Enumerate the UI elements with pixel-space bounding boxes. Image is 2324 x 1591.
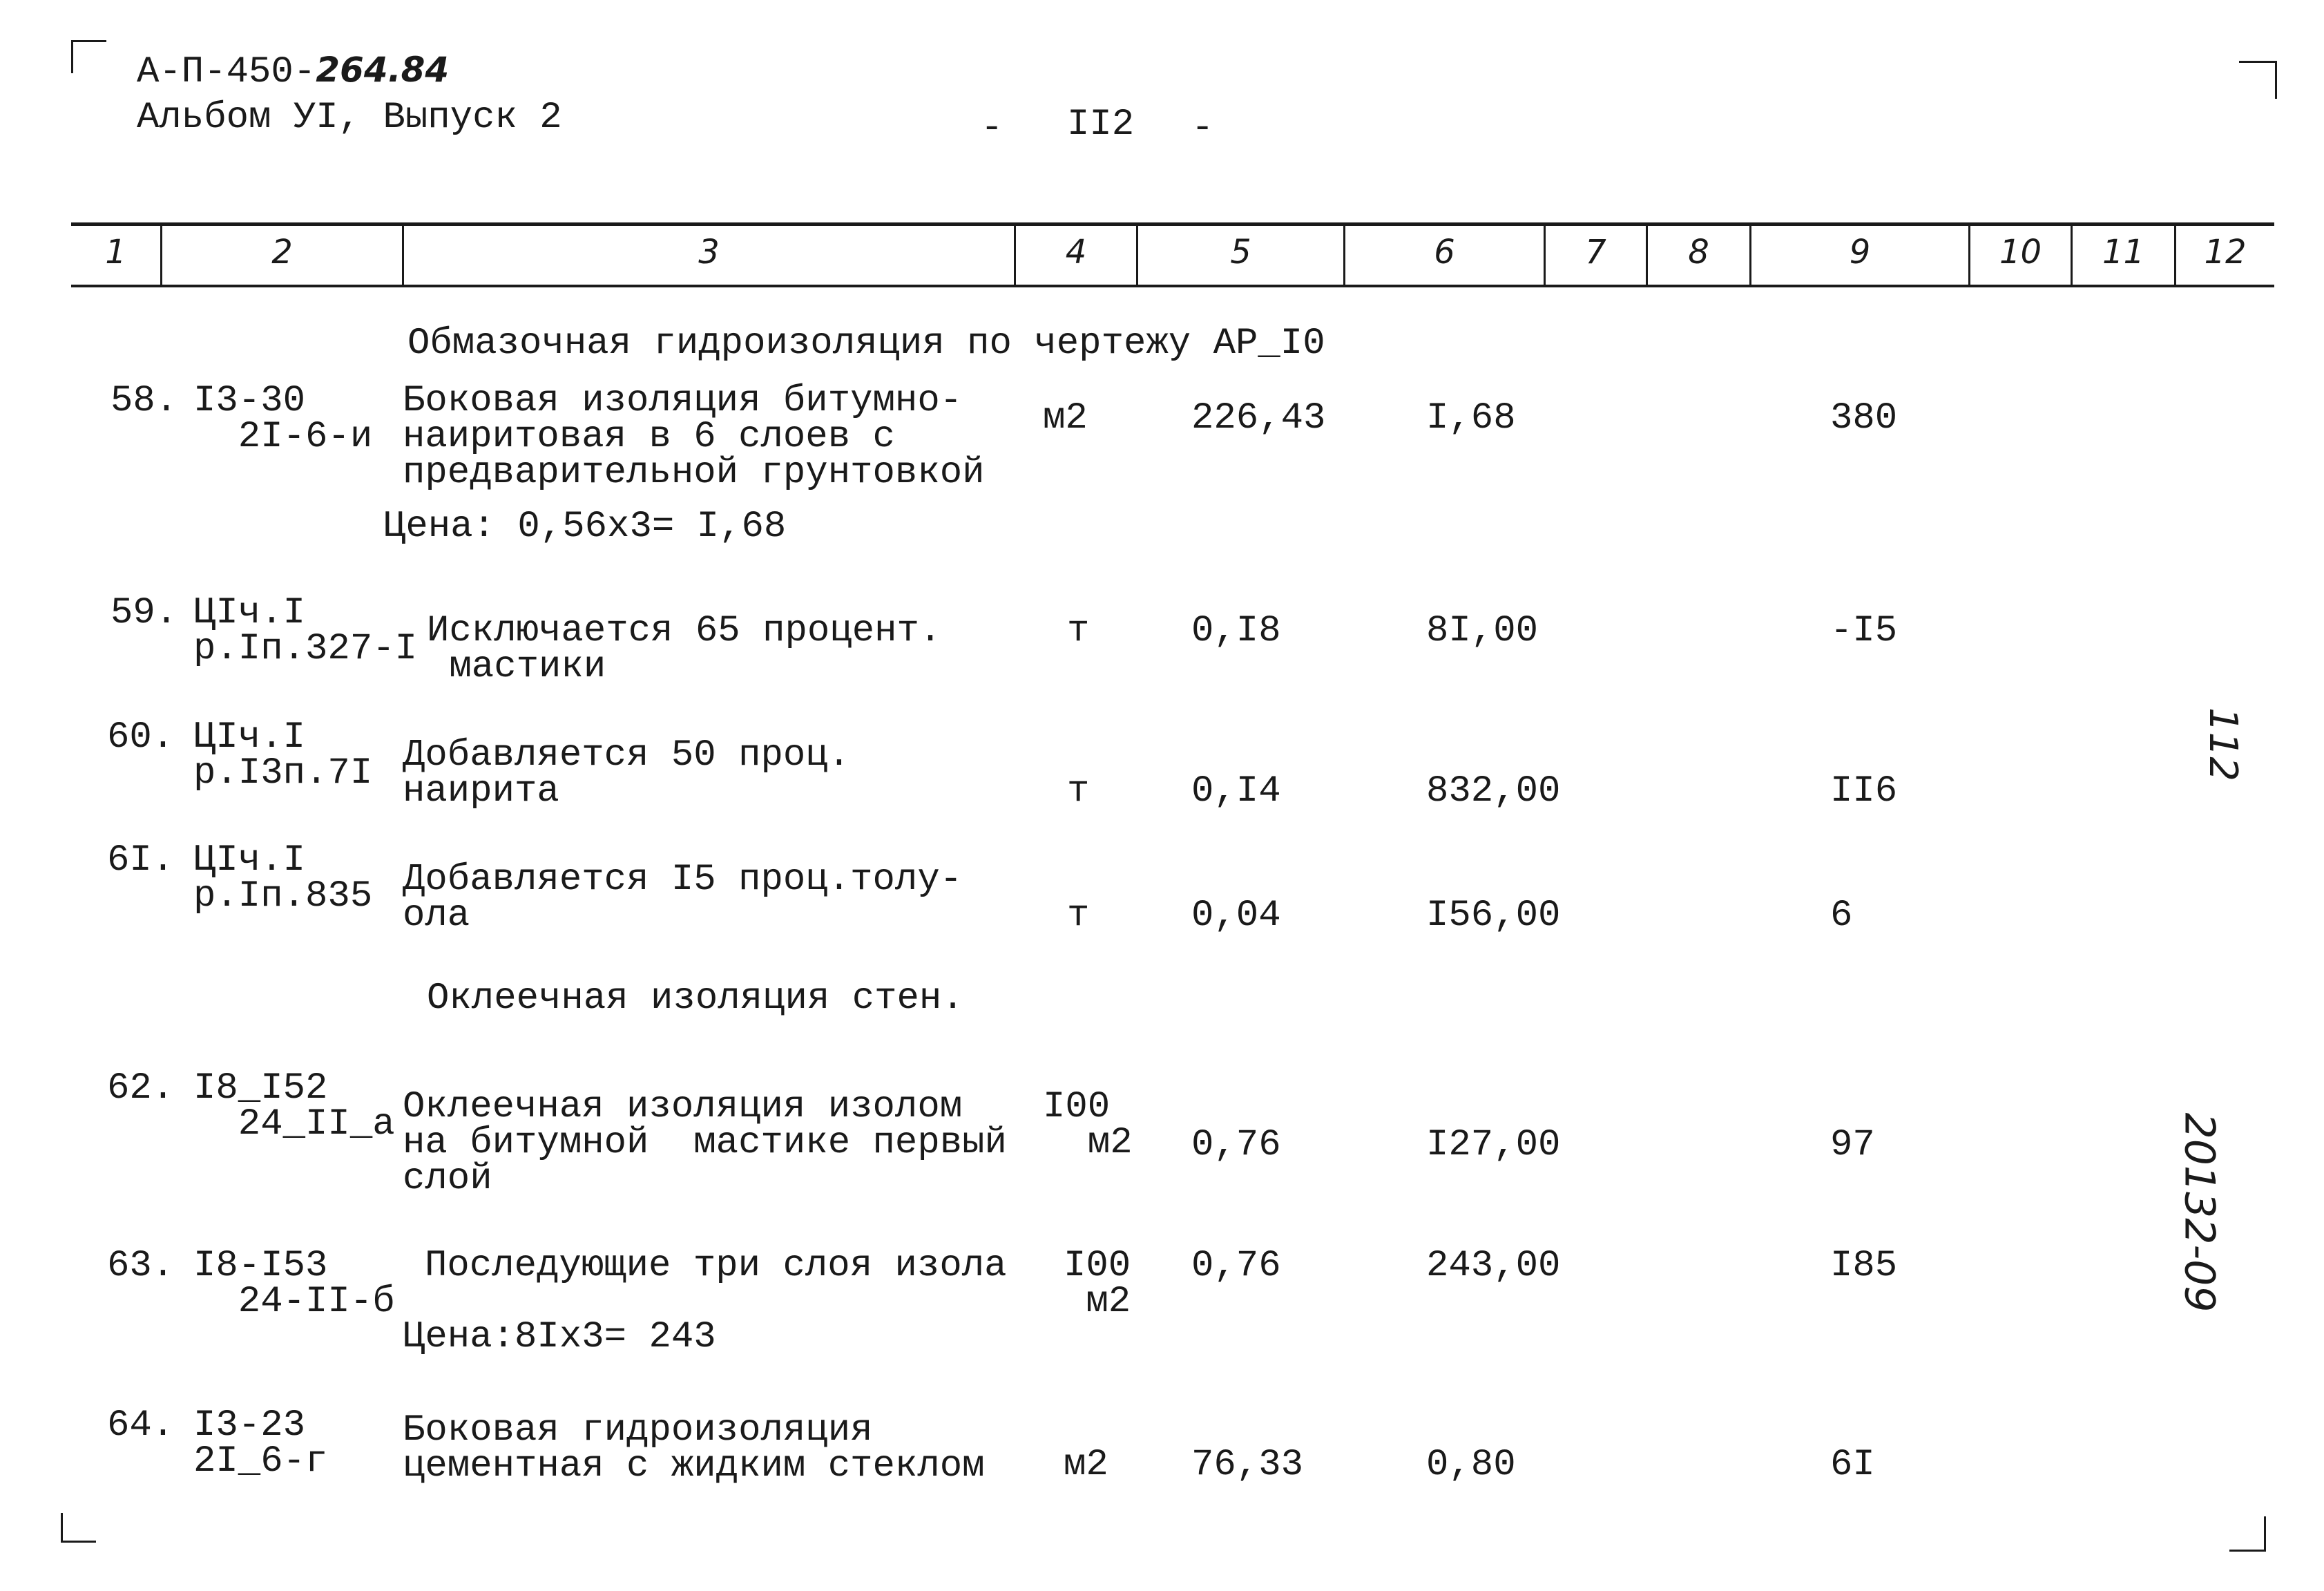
row-unit: т [1067, 770, 1090, 812]
row-quantity: 76,33 [1191, 1444, 1304, 1486]
corner-mark-top-left [71, 40, 106, 73]
row-number: 60. [107, 716, 175, 759]
corner-mark-bottom-right [2229, 1516, 2266, 1552]
row-unit: I00 м2 [1043, 1086, 1133, 1164]
row-description: Добавляется I5 проц.толу- ола [403, 859, 963, 937]
row-number: 6I. [107, 839, 175, 882]
row-price-note: Цена:8Iх3= 243 [403, 1316, 716, 1358]
row-quantity: 0,I4 [1191, 770, 1281, 812]
document-code [137, 50, 450, 93]
column-number: 6 [1434, 233, 1455, 271]
margin-document-reference: 20132-09 [2175, 1112, 2224, 1313]
row-code: ЦIч.I р.Iп.327-I [193, 592, 418, 670]
row-code: I3-30 2I-6-и [193, 380, 373, 458]
row-number: 62. [107, 1067, 175, 1109]
row-quantity: 226,43 [1191, 397, 1326, 439]
row-quantity: 0,76 [1191, 1124, 1281, 1166]
column-number: 9 [1849, 233, 1871, 271]
row-price: I,68 [1426, 397, 1516, 439]
row-total: I85 [1830, 1245, 1898, 1287]
row-quantity: 0,I8 [1191, 610, 1281, 652]
album-title: Альбом УI, Выпуск 2 [137, 97, 562, 139]
corner-mark-top-right [2239, 61, 2277, 99]
document-code-typed: А-П-450- [137, 51, 316, 93]
row-code: ЦIч.I р.I3п.7I [193, 716, 373, 794]
page-dash-right: - [1191, 107, 1214, 149]
row-price-note: Цена: 0,56х3= I,68 [383, 506, 787, 548]
column-number: 1 [105, 233, 126, 271]
row-code: I3-23 2I_6-г [193, 1404, 328, 1483]
row-total: 380 [1830, 397, 1898, 439]
row-price: 0,80 [1426, 1444, 1516, 1486]
row-total: II6 [1830, 770, 1898, 812]
row-description: Боковая гидроизоляция цементная с жидким стеклом [403, 1409, 985, 1487]
row-quantity: 0,76 [1191, 1245, 1281, 1287]
row-total: -I5 [1830, 610, 1898, 652]
margin-page-reference: 112 [2200, 707, 2245, 781]
corner-mark-bottom-left [61, 1513, 96, 1543]
row-number: 64. [107, 1404, 175, 1447]
row-price: I56,00 [1426, 895, 1561, 937]
row-price: 243,00 [1426, 1245, 1561, 1287]
row-unit: м2 [1043, 397, 1088, 439]
row-price: 8I,00 [1426, 610, 1539, 652]
row-number: 63. [107, 1245, 175, 1287]
row-price: I27,00 [1426, 1124, 1561, 1166]
column-number: 4 [1065, 233, 1087, 271]
row-description: Оклеечная изоляция изолом на битумной мастике первый слой [403, 1086, 1007, 1200]
row-price: 832,00 [1426, 770, 1561, 812]
row-description: Боковая изоляция битумно- наиритовая в 6 слоев с предварительной грунтовкой [403, 380, 985, 494]
row-total: 6I [1830, 1444, 1875, 1486]
row-unit: I00 м2 [1064, 1245, 1131, 1323]
section-heading: Оклеечная изоляция стен. [427, 978, 964, 1020]
column-number: 10 [1999, 233, 2042, 271]
section-heading: Обмазочная гидроизоляция по чертежу АР_I0 [407, 323, 1325, 365]
row-description: Добавляется 50 проц. наирита [403, 734, 851, 812]
row-total: 6 [1830, 895, 1853, 937]
column-number: 7 [1585, 233, 1606, 271]
row-code: I8-I53 24-II-б [193, 1245, 395, 1323]
row-description: Последующие три слоя изола [425, 1245, 1007, 1287]
page-dash-left: - [981, 107, 1003, 149]
row-unit: т [1067, 895, 1090, 937]
row-description: Исключается 65 процент. мастики [427, 610, 942, 688]
row-code: I8_I52 24_II_а [193, 1067, 395, 1145]
row-total: 97 [1830, 1124, 1875, 1166]
row-number: 59. [111, 592, 178, 634]
row-code: ЦIч.I р.Iп.835 [193, 839, 373, 917]
column-number: 5 [1230, 233, 1251, 271]
row-unit: м2 [1064, 1444, 1108, 1486]
document-code-handwritten: 264.84 [316, 50, 450, 90]
page-number: II2 [1067, 104, 1135, 146]
column-number: 11 [2102, 233, 2145, 271]
column-number: 3 [698, 233, 720, 271]
column-number: 8 [1688, 233, 1709, 271]
row-number: 58. [111, 380, 178, 422]
column-number: 2 [271, 233, 293, 271]
row-unit: т [1067, 610, 1090, 652]
row-quantity: 0,04 [1191, 895, 1281, 937]
column-number: 12 [2204, 233, 2247, 271]
